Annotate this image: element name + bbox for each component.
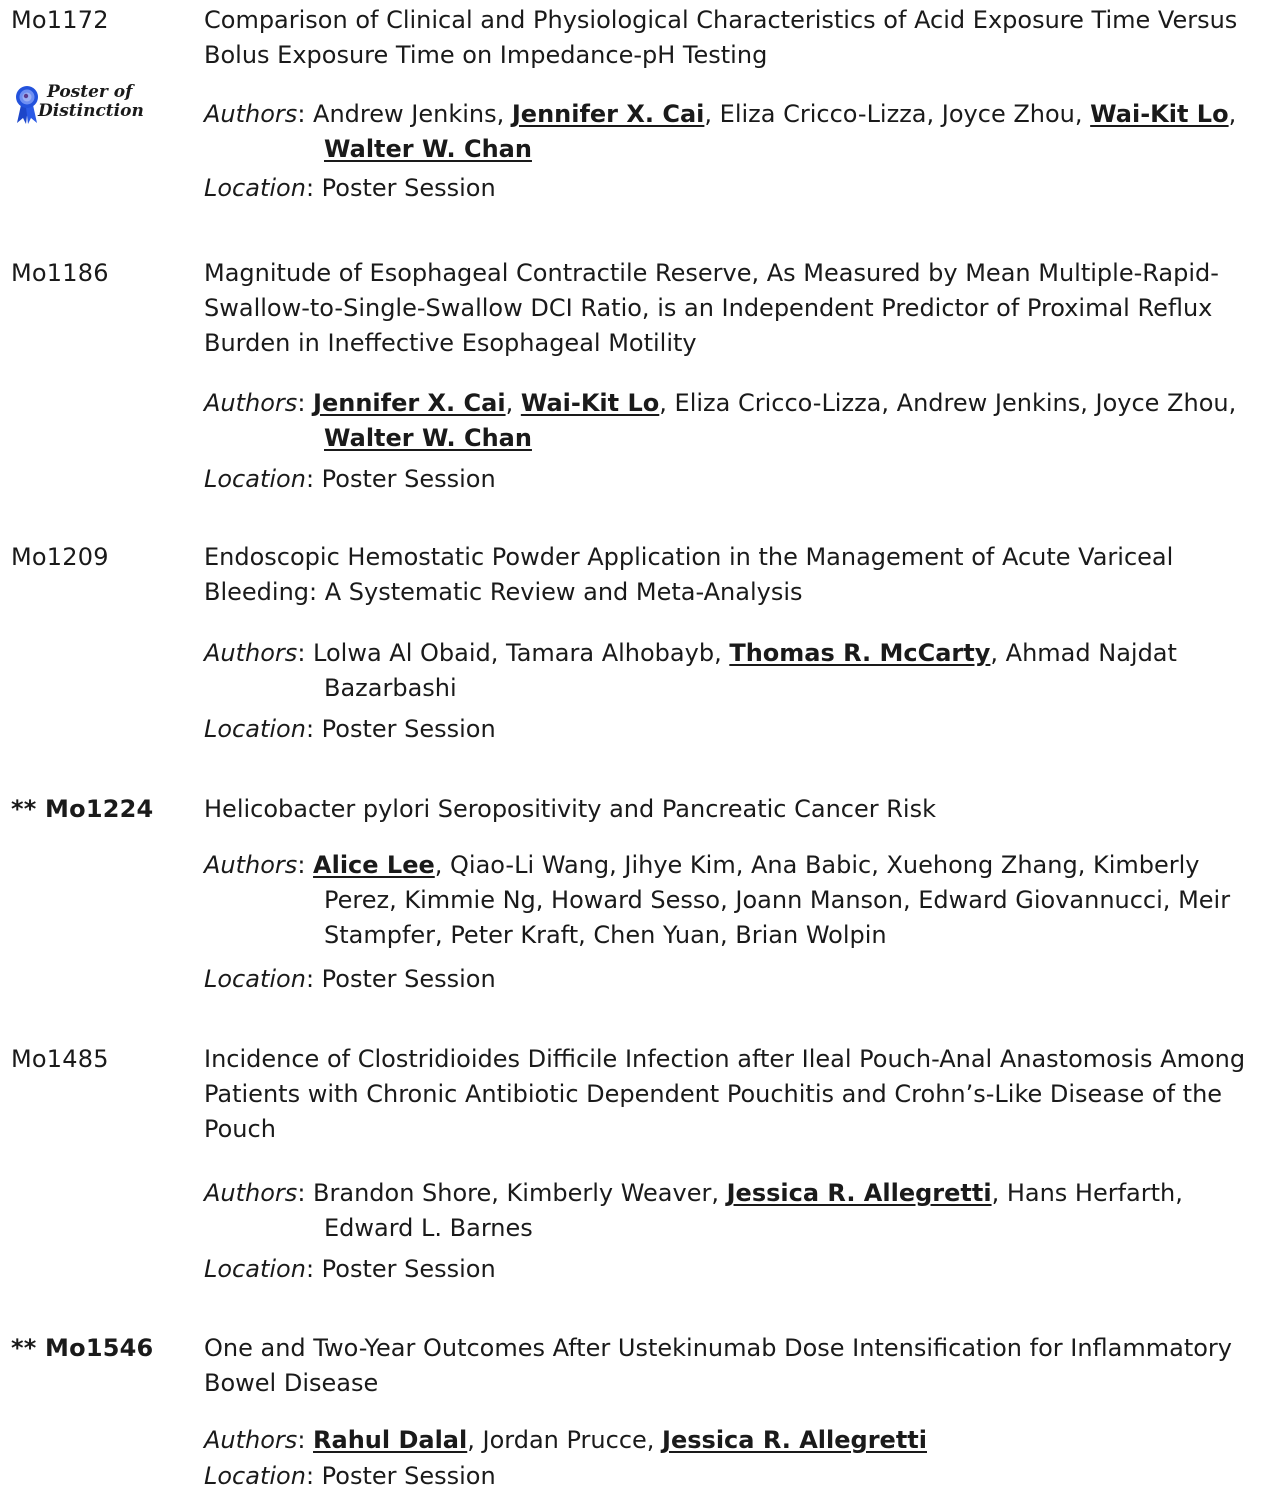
author-name: Andrew Jenkins bbox=[313, 100, 497, 128]
entry-authors: Authors: Alice Lee, Qiao-Li Wang, Jihye Kim, Ana Babic, Xuehong Zhang, Kimberly Perez, Kimmie Ng, Howard Sesso, Joann Manson, Edward Giovannucci, Meir Stampfer, Peter Kraft, Chen Yuan, Brian Wolpin bbox=[204, 851, 1231, 949]
author-name: Jihye Kim bbox=[624, 851, 736, 879]
entry-code: Mo1485 bbox=[11, 1045, 109, 1073]
authors-label: Authors bbox=[204, 1179, 298, 1207]
entry-authors: Authors: Lolwa Al Obaid, Tamara Alhobayb, Thomas R. McCarty, Ahmad Najdat Bazarbashi bbox=[204, 639, 1177, 702]
authors-label: Authors bbox=[204, 1426, 298, 1454]
entry-title: Comparison of Clinical and Physiological Characteristics of Acid Exposure Time Versus Bolus Exposure Time on Impedance-pH Testing bbox=[204, 6, 1238, 69]
author-name: Edward L. Barnes bbox=[324, 1214, 533, 1242]
entry-code: ** Mo1224 bbox=[11, 795, 154, 823]
entry-location: Location: Poster Session bbox=[204, 715, 496, 743]
entry-title: One and Two-Year Outcomes After Ustekinumab Dose Intensification for Inflammatory Bowel Disease bbox=[204, 1334, 1232, 1397]
award-label-line2: Distinction bbox=[38, 101, 144, 121]
entry-title: Magnitude of Esophageal Contractile Reserve, As Measured by Mean Multiple-Rapid-Swallow-to-Single-Swallow DCI Ratio, is an Independent Predictor of Proximal Reflux Burden in Ineffective Esophageal Motility bbox=[204, 259, 1219, 357]
entry-location: Location: Poster Session bbox=[204, 1255, 496, 1283]
author-name-highlighted: Wai-Kit Lo bbox=[1090, 100, 1229, 128]
entry-location: Location: Poster Session bbox=[204, 465, 496, 493]
authors-label: Authors bbox=[204, 100, 298, 128]
author-name: Xuehong Zhang bbox=[886, 851, 1078, 879]
entry-location: Location: Poster Session bbox=[204, 174, 496, 202]
location-label: Location bbox=[204, 1462, 306, 1490]
author-name-highlighted: Wai-Kit Lo bbox=[520, 389, 660, 417]
author-name-highlighted: Walter W. Chan bbox=[324, 424, 532, 452]
location-label: Location bbox=[204, 174, 306, 202]
author-name: Brandon Shore bbox=[313, 1179, 492, 1207]
author-name-highlighted: Alice Lee bbox=[313, 851, 435, 879]
location-value: Poster Session bbox=[321, 465, 496, 493]
author-name: Kimmie Ng bbox=[404, 886, 536, 914]
author-name: Ahmad Najdat Bazarbashi bbox=[324, 639, 1177, 702]
author-name: Kimberly Weaver bbox=[506, 1179, 712, 1207]
location-value: Poster Session bbox=[321, 1255, 496, 1283]
entry-location: Location: Poster Session bbox=[204, 1462, 496, 1490]
location-value: Poster Session bbox=[321, 1462, 496, 1490]
entry-code: Mo1209 bbox=[11, 543, 109, 571]
author-name: Tamara Alhobayb bbox=[506, 639, 715, 667]
author-name: Jordan Prucce bbox=[482, 1426, 647, 1454]
location-value: Poster Session bbox=[321, 965, 496, 993]
location-value: Poster Session bbox=[321, 715, 496, 743]
award-label-line1: Poster of bbox=[47, 82, 133, 102]
author-name: Joyce Zhou bbox=[1095, 389, 1229, 417]
author-name: Kimberly Perez bbox=[324, 851, 1200, 914]
entry-code: Mo1172 bbox=[11, 6, 109, 34]
author-name-highlighted: Walter W. Chan bbox=[324, 135, 532, 163]
entry-title: Endoscopic Hemostatic Powder Application in the Management of Acute Variceal Bleeding: A Systematic Review and Meta-Analysis bbox=[204, 543, 1174, 606]
authors-label: Authors bbox=[204, 389, 298, 417]
entry-code: ** Mo1546 bbox=[11, 1334, 154, 1362]
author-name: Eliza Cricco-Lizza bbox=[674, 389, 882, 417]
author-name: Chen Yuan bbox=[593, 921, 720, 949]
authors-label: Authors bbox=[204, 851, 298, 879]
entry-authors: Authors: Jennifer X. Cai, Wai-Kit Lo, Eliza Cricco-Lizza, Andrew Jenkins, Joyce Zhou, Walter W. Chan bbox=[204, 389, 1237, 452]
entry-location: Location: Poster Session bbox=[204, 965, 496, 993]
author-name: Ana Babic bbox=[750, 851, 872, 879]
author-name-highlighted: Thomas R. McCarty bbox=[729, 639, 991, 667]
authors-label: Authors bbox=[204, 639, 298, 667]
author-name: Howard Sesso bbox=[551, 886, 721, 914]
author-name: Qiao-Li Wang bbox=[450, 851, 610, 879]
entry-code: Mo1186 bbox=[11, 259, 109, 287]
author-name: Meir Stampfer bbox=[324, 886, 1231, 949]
author-name: Hans Herfarth bbox=[1006, 1179, 1176, 1207]
author-name: Edward Giovannucci bbox=[918, 886, 1163, 914]
location-label: Location bbox=[204, 715, 306, 743]
ribbon-award-icon bbox=[14, 85, 40, 125]
poster-of-distinction-badge bbox=[14, 83, 154, 133]
location-label: Location bbox=[204, 1255, 306, 1283]
entry-authors: Authors: Rahul Dalal, Jordan Prucce, Jessica R. Allegretti bbox=[204, 1426, 927, 1454]
author-name-highlighted: Jessica R. Allegretti bbox=[726, 1179, 992, 1207]
author-name-highlighted: Rahul Dalal bbox=[313, 1426, 468, 1454]
entry-authors: Authors: Andrew Jenkins, Jennifer X. Cai, Eliza Cricco-Lizza, Joyce Zhou, Wai-Kit Lo, Walter W. Chan bbox=[204, 100, 1237, 163]
award-label bbox=[40, 83, 160, 121]
location-value: Poster Session bbox=[321, 174, 496, 202]
author-name: Joann Manson bbox=[735, 886, 903, 914]
author-name-highlighted: Jennifer X. Cai bbox=[313, 389, 506, 417]
entry-title: Incidence of Clostridioides Difficile Infection after Ileal Pouch-Anal Anastomosis Among Patients with Chronic Antibiotic Dependent Pouchitis and Crohn’s-Like Disease of the Pouch bbox=[204, 1045, 1246, 1143]
author-name-highlighted: Jennifer X. Cai bbox=[511, 100, 705, 128]
entry-title: Helicobacter pylori Seropositivity and Pancreatic Cancer Risk bbox=[204, 795, 936, 823]
author-name: Andrew Jenkins bbox=[896, 389, 1081, 417]
entry-authors: Authors: Brandon Shore, Kimberly Weaver, Jessica R. Allegretti, Hans Herfarth, Edward L. Barnes bbox=[204, 1179, 1183, 1242]
location-label: Location bbox=[204, 465, 306, 493]
author-name-highlighted: Jessica R. Allegretti bbox=[662, 1426, 927, 1454]
author-name: Eliza Cricco-Lizza bbox=[719, 100, 927, 128]
location-label: Location bbox=[204, 965, 306, 993]
author-name: Brian Wolpin bbox=[735, 921, 887, 949]
author-name: Joyce Zhou bbox=[941, 100, 1075, 128]
author-name: Lolwa Al Obaid bbox=[313, 639, 491, 667]
author-name: Peter Kraft bbox=[450, 921, 579, 949]
